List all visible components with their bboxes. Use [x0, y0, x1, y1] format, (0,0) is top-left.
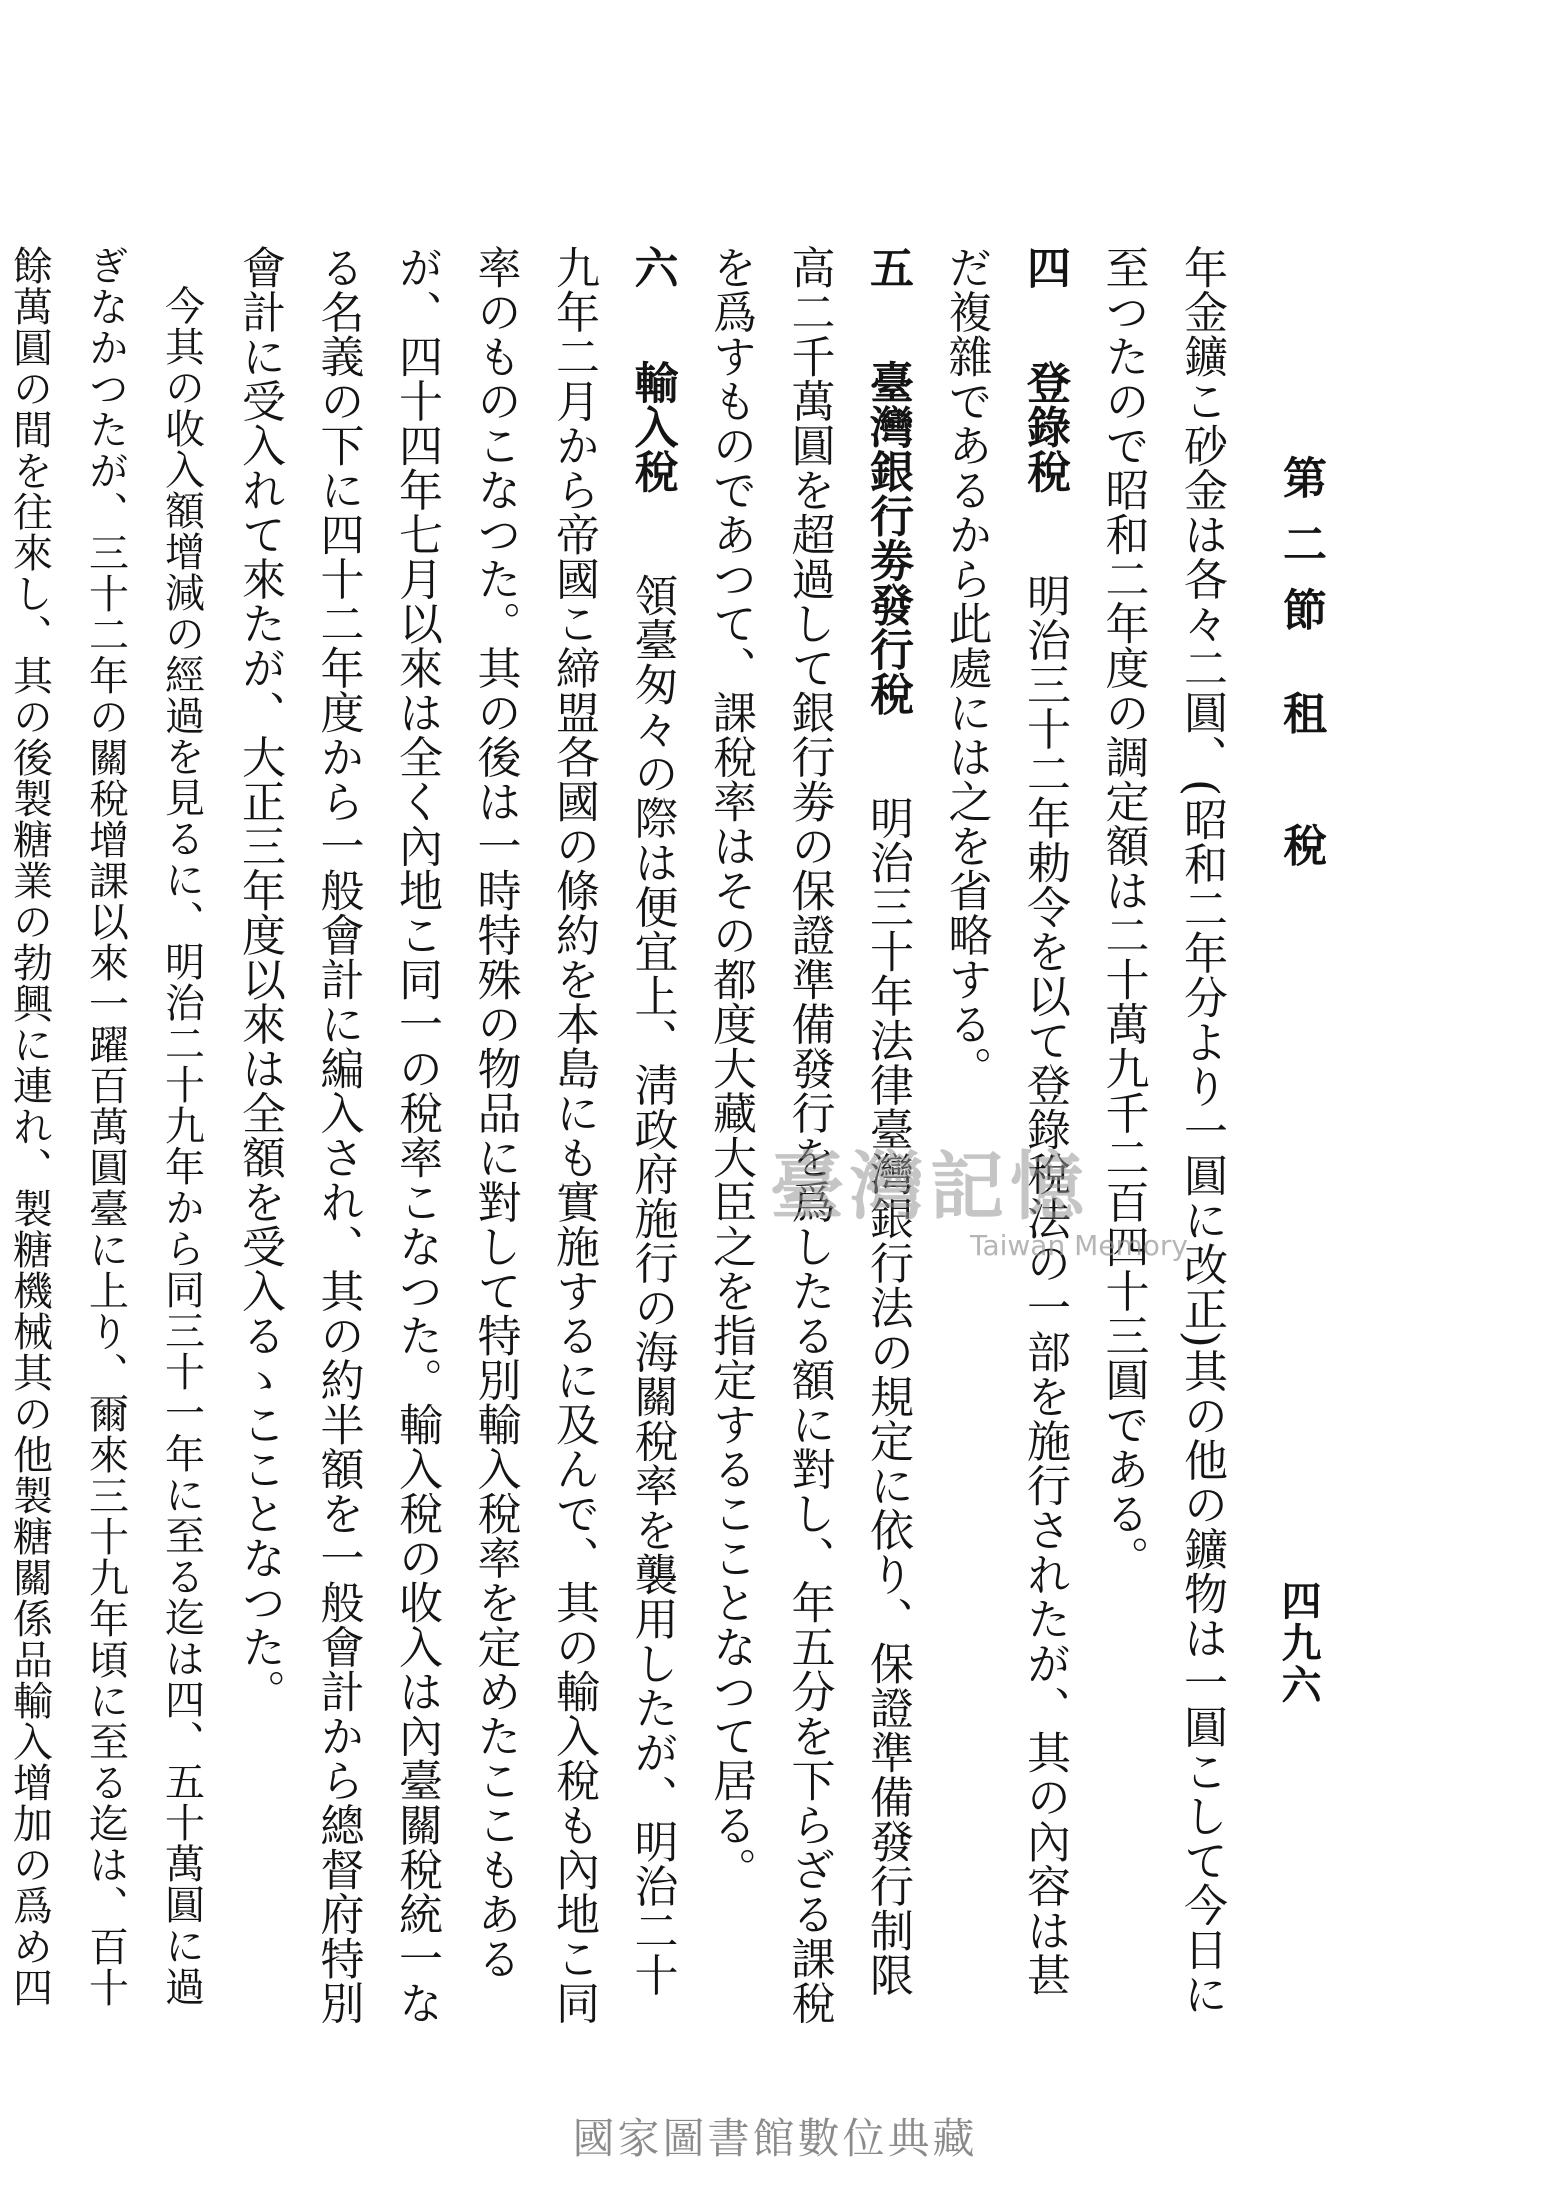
section-registration-tax — [926, 245, 1083, 2025]
section-bank-note-tax — [691, 245, 927, 2025]
section-text: 明治三十年法律臺灣銀行法の規定に依り、保證準備發行制限高二千萬圓を超過して銀行劵の保證準備發行を爲したる額に對し、年五分を下らざる課稅を爲すものであつて、課稅率はその都度大藏大臣之を指定するこことなつて居る。 — [705, 245, 913, 2025]
page-number: 四九六 — [1275, 1580, 1322, 1706]
section-number: 四 — [1019, 245, 1070, 290]
footer-credit: 國家圖書館數位典藏 — [572, 2114, 978, 2163]
running-title: 第二節 租 稅 — [1275, 455, 1326, 889]
body-text — [0, 245, 1240, 2025]
section-number: 五 — [862, 245, 913, 290]
section-text: 領臺匆々の際は便宜上、淸政府施行の海關稅率を襲用したが、明治二十九年二月から帝國こ締盟各國の條約を本島にも實施するに及んで、其の輸入稅も內地こ同率のものこなつた。其の後は一時特殊の物品に對して特別輸入稅率を定めたここもあるが、四十四年七月以來は全く內地こ同一の稅率こなつた。輸入稅の收入は內臺關稅統一なる名義の下に四十二年度から一般會計に編入され、其の約半額を一般會計から總督府特別會計に受入れて來たが、大正三年度以來は全額を受入るゝこことなつた。 — [234, 245, 678, 2025]
section-number: 六 — [626, 245, 678, 290]
paragraph-continued: 年金鑛こ砂金は各々二圓、(昭和二年分より一圓に改正)其の他の鑛物は一圓こして今日に至つたので昭和二年度の調定額は二十萬九千二百四十三圓である。 — [1097, 245, 1227, 2016]
section-text: 明治三十二年勅令を以て登錄稅法の一部を施行されたが、其の內容は甚だ複雜であるから此處には之を省略する。 — [940, 245, 1070, 1997]
section-import-tax — [220, 245, 691, 2025]
watermark-sub-text: Taiwan Memory — [970, 1229, 1188, 1262]
watermark-main-text: 臺灣記憶 — [770, 1144, 1090, 1230]
section-title: 登錄稅 — [1019, 359, 1070, 494]
paragraph-revenue: 今其の收入額增減の經過を見るに、明治二十九年から同三十一年に至る迄は四、五十萬圓に過ぎなかつたが、三十二年の關稅增課以來一躍百萬圓臺に上り、爾來三十九年頃に至る迄は、百十餘萬圓の間を往來し、其の後製糖業の勃興に連れ、製糖機械其の他製糖關係品輸入增加の爲め四 — [6, 245, 205, 2008]
section-title: 輸入稅 — [626, 359, 678, 494]
section-title: 臺灣銀行劵發行稅 — [862, 359, 913, 716]
